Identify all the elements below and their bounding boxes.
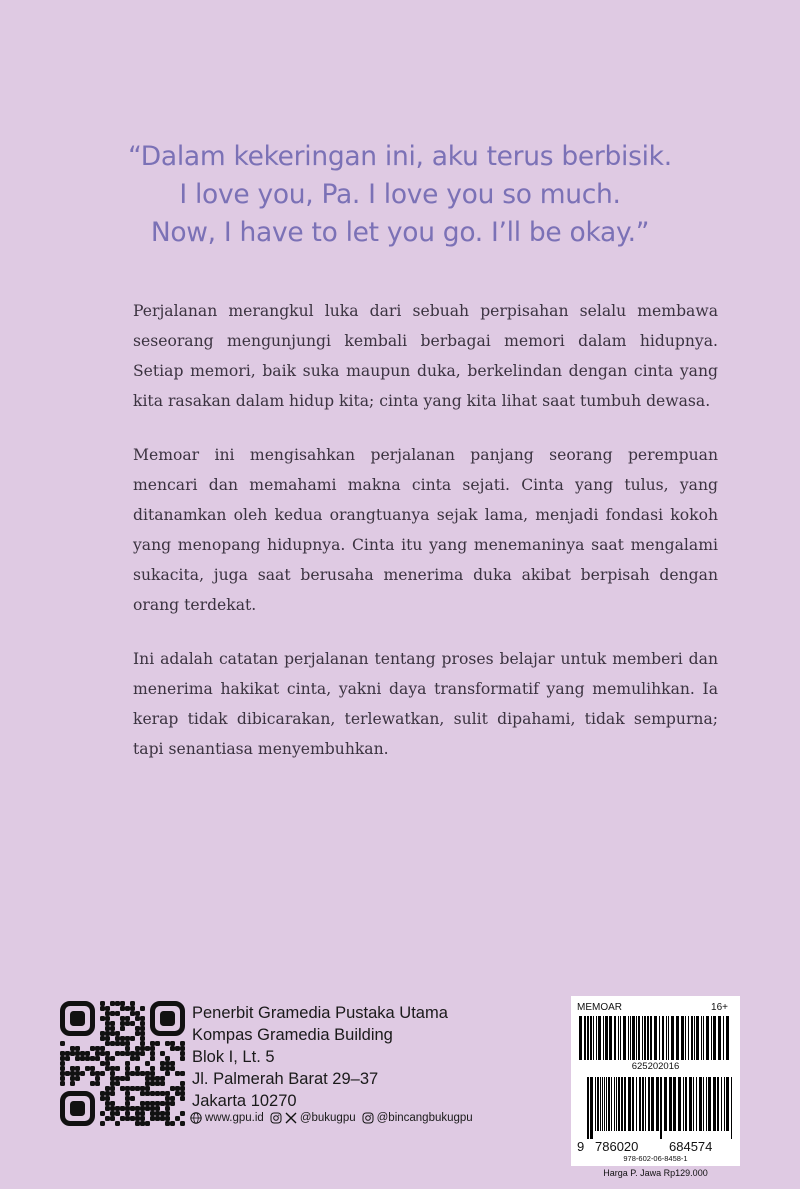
ean-right-digits: 684574 (669, 1139, 713, 1154)
price-label: Harga P. Jawa Rp129.000 (603, 1168, 708, 1178)
qr-code[interactable] (60, 1001, 185, 1126)
address-line: Jl. Palmerah Barat 29–37 (192, 1070, 379, 1088)
address-line: Blok I, Lt. 5 (192, 1048, 275, 1066)
isbn-barcode (587, 1077, 732, 1139)
ean-left-digits: 786020 (595, 1139, 639, 1154)
social-links (190, 1112, 473, 1124)
blurb (133, 296, 718, 788)
internal-barcode (579, 1016, 732, 1060)
quote-line: “Dalam kekeringan ini, aku terus berbisik. (128, 141, 672, 172)
address-line: Kompas Gramedia Building (192, 1026, 393, 1044)
x-icon (285, 1112, 297, 1124)
ean-first-digit: 9 (577, 1139, 585, 1154)
instagram-icon (362, 1112, 374, 1124)
website-link[interactable]: www.gpu.id (205, 1112, 264, 1124)
age-rating: 16+ (711, 1002, 728, 1013)
barcode-label (571, 996, 740, 1178)
publisher-address (192, 1002, 448, 1112)
instagram-icon (270, 1112, 282, 1124)
instagram-handle-link[interactable]: @bincangbukugpu (376, 1112, 473, 1124)
quote-line: Now, I have to let you go. I’ll be okay.” (150, 217, 650, 248)
publisher-name: Penerbit Gramedia Pustaka Utama (192, 1004, 448, 1022)
blurb-paragraph: Ini adalah catatan perjalanan tentang proses belajar untuk memberi dan menerima hakikat cinta, yakni daya transformatif yang memulihkan. Ia kerap tidak dibicarakan, terlewatkan, sulit dipahami, tidak sempurna; tapi senantiasa menyembuhkan. (133, 650, 718, 758)
quote-line: I love you, Pa. I love you so much. (179, 179, 621, 210)
isbn-number: 978-602-06-8458-1 (623, 1154, 688, 1163)
internal-code: 625202016 (631, 1061, 680, 1072)
address-line: Jakarta 10270 (192, 1092, 297, 1110)
globe-icon (190, 1112, 202, 1124)
blurb-paragraph: Perjalanan merangkul luka dari sebuah perpisahan selalu membawa seseorang mengunjungi kembali berbagai memori dalam hidupnya. Setiap memori, baik suka maupun duka, berkelindan dengan cinta yang kita rasakan dalam hidup kita; cinta yang kita lihat saat tumbuh dewasa. (133, 302, 718, 410)
blurb-paragraph: Memoar ini mengisahkan perjalanan panjang seorang perempuan mencari dan memahami makna cinta sejati. Cinta yang tulus, yang ditanamkan oleh kedua orangtuanya sejak lama, menjadi fondasi kokoh yang menopang hidupnya. Cinta itu yang menemaninya saat mengalami sukacita, juga saat berusaha menerima duka akibat berpisah dengan orang terdekat. (133, 446, 718, 614)
pull-quote (60, 138, 740, 252)
category-label: MEMOAR (577, 1002, 622, 1013)
x-handle-link[interactable]: @bukugpu (299, 1112, 356, 1124)
